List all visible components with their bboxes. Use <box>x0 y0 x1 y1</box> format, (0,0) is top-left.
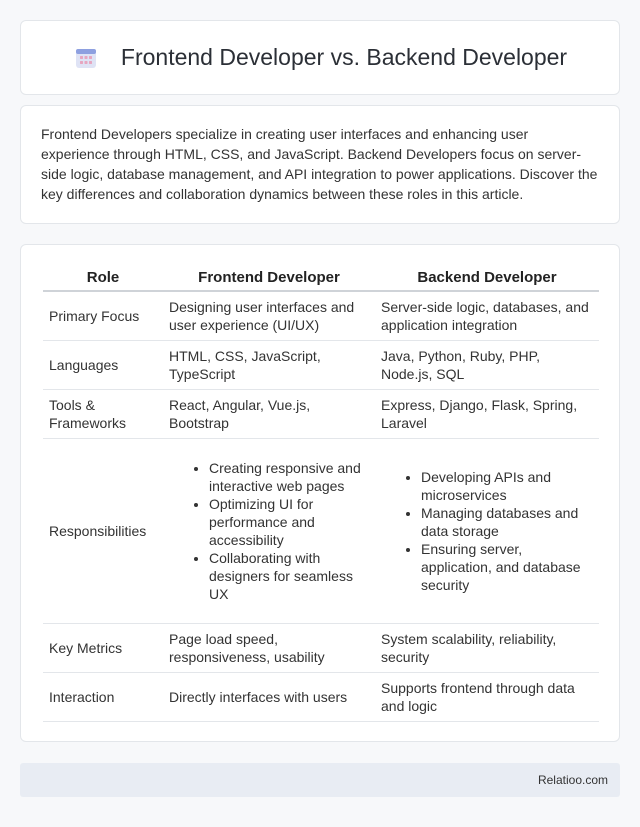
row-role: Key Metrics <box>43 624 163 673</box>
row-role: Responsibilities <box>43 439 163 624</box>
footer <box>20 763 620 797</box>
footer-brand-link[interactable]: Relatioo.com <box>537 773 608 787</box>
page-title: Frontend Developer vs. Backend Developer <box>120 44 568 70</box>
row-backend: System scalability, reliability, security <box>375 624 599 673</box>
list-item: • Creating responsive and interactive web pages <box>209 459 369 495</box>
row-frontend: HTML, CSS, JavaScript, TypeScript <box>163 341 375 390</box>
row-backend: Supports frontend through data and logic <box>375 673 599 722</box>
title-card <box>20 20 620 95</box>
table-row <box>43 291 599 341</box>
list-item: • Optimizing UI for performance and accessibility <box>209 495 369 549</box>
list-item: • Collaborating with designers for seamless UX <box>209 549 369 603</box>
table-row <box>43 390 599 439</box>
row-role: Interaction <box>43 673 163 722</box>
table-header-row <box>43 265 599 291</box>
table-row <box>43 439 599 624</box>
header-frontend: Frontend Developer <box>163 265 375 291</box>
row-role: Primary Focus <box>43 291 163 341</box>
backend-responsibilities-list <box>381 468 593 594</box>
table-row <box>43 624 599 673</box>
row-backend: Express, Django, Flask, Spring, Laravel <box>375 390 599 439</box>
table-row <box>43 341 599 390</box>
row-frontend: React, Angular, Vue.js, Bootstrap <box>163 390 375 439</box>
table-row <box>43 673 599 722</box>
row-backend: Java, Python, Ruby, PHP, Node.js, SQL <box>375 341 599 390</box>
list-item: • Developing APIs and microservices <box>421 468 593 504</box>
calendar-grid-icon <box>73 45 99 71</box>
row-frontend: Page load speed, responsiveness, usability <box>163 624 375 673</box>
row-frontend: Designing user interfaces and user experience (UI/UX) <box>163 291 375 341</box>
frontend-responsibilities-list <box>169 459 369 603</box>
row-backend <box>375 439 599 624</box>
row-role: Languages <box>43 341 163 390</box>
header-role: Role <box>43 265 163 291</box>
list-item: • Managing databases and data storage <box>421 504 593 540</box>
comparison-card <box>20 244 620 742</box>
row-frontend: Directly interfaces with users <box>163 673 375 722</box>
comparison-table <box>43 265 599 722</box>
row-role: Tools & Frameworks <box>43 390 163 439</box>
row-backend: Server-side logic, databases, and application integration <box>375 291 599 341</box>
intro-text: Frontend Developers specialize in creating user interfaces and enhancing user experience through HTML, CSS, and JavaScript. Backend Developers focus on server-side logic, database management, and API integration to power applications. Discover the key differences and collaboration dynamics between these roles in this article. <box>41 126 598 202</box>
intro-card <box>20 105 620 224</box>
header-backend: Backend Developer <box>375 265 599 291</box>
row-frontend <box>163 439 375 624</box>
list-item: • Ensuring server, application, and database security <box>421 540 593 594</box>
